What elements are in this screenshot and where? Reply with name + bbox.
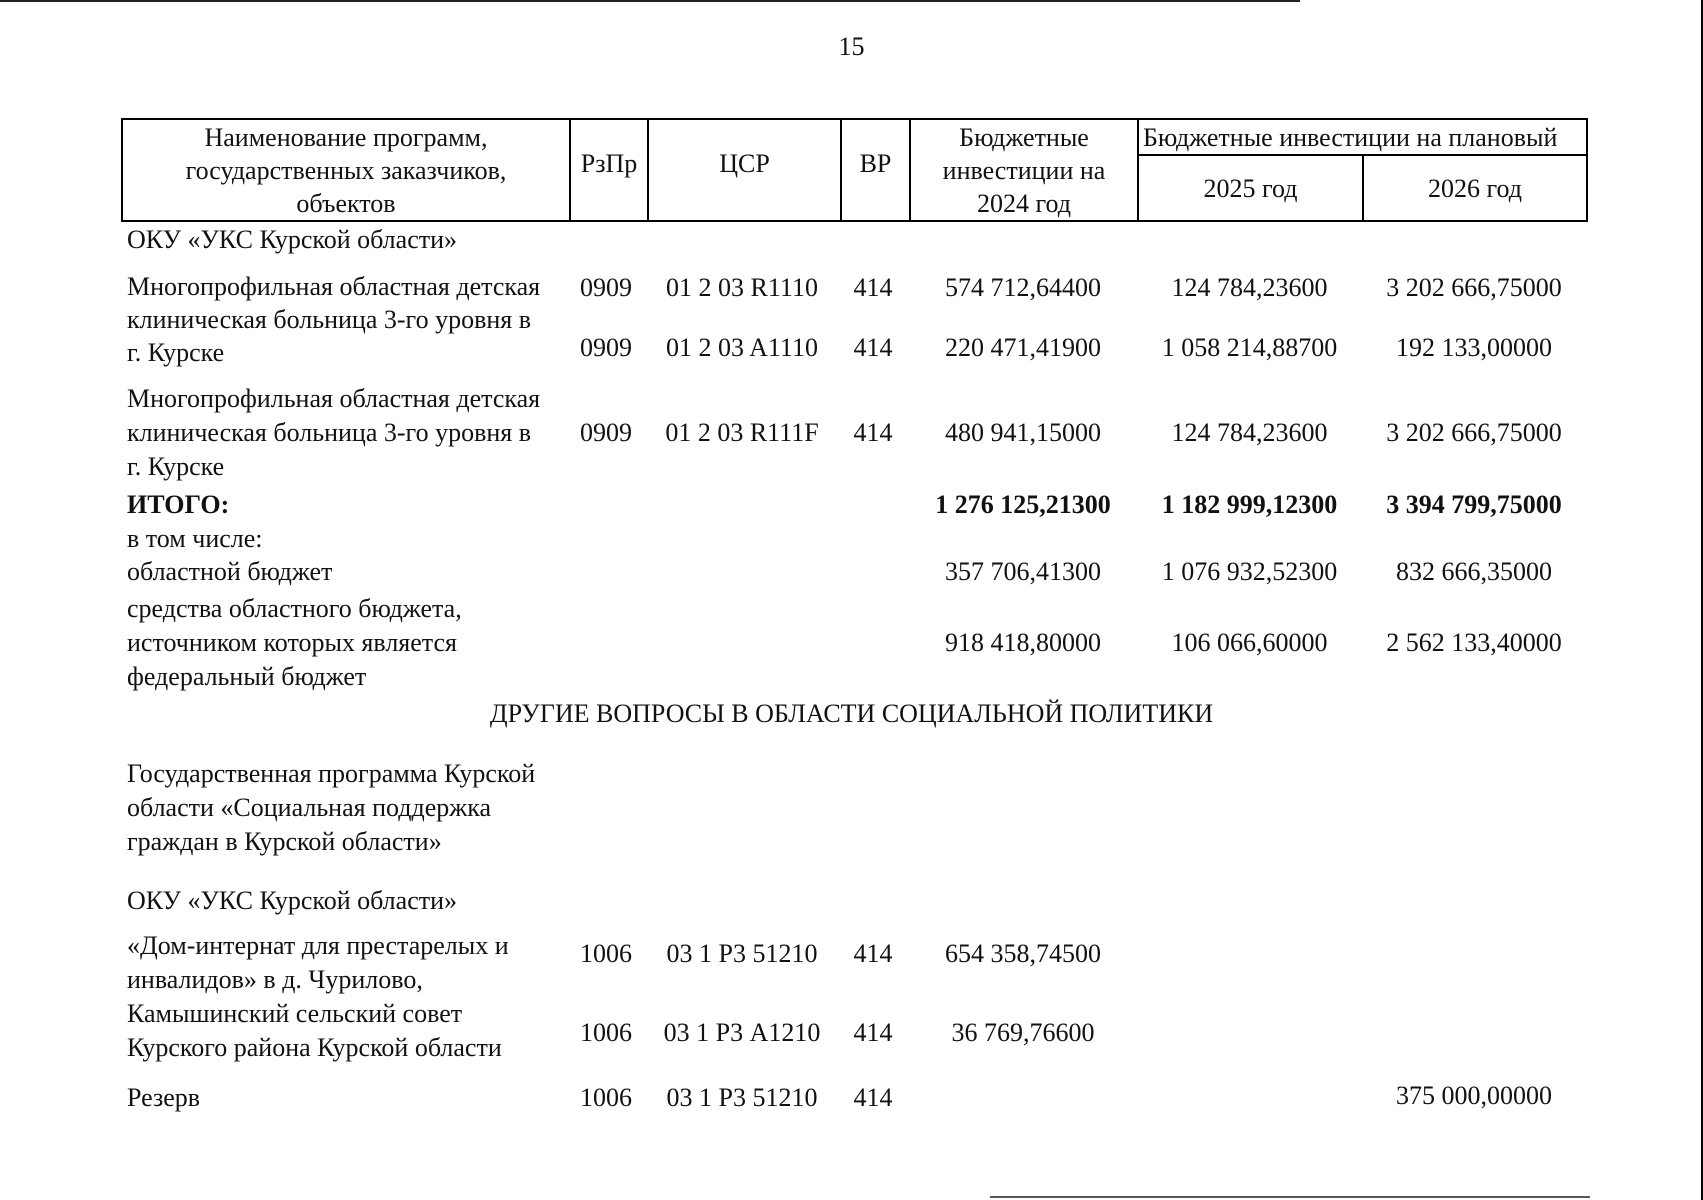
object-name-line: клиническая больница 3-го уровня в [127, 418, 531, 447]
federal-2025: 106 066,60000 [1171, 628, 1328, 657]
cell-2025: 124 784,23600 [1171, 418, 1328, 447]
cell-2024: 654 358,74500 [945, 939, 1101, 968]
object-name-line: Курского района Курской области [127, 1033, 502, 1062]
cell-vr: 414 [853, 273, 893, 302]
cell-rzpr: 1006 [580, 1018, 632, 1047]
program-line: области «Социальная поддержка [127, 793, 491, 822]
scan-bottom-border [990, 1196, 1590, 1198]
object-name-line: Многопрофильная областная детская [127, 272, 541, 301]
total-2025: 1 182 999,12300 [1161, 490, 1338, 519]
cell-2024: 574 712,64400 [945, 273, 1101, 302]
cell-2024: 480 941,15000 [945, 418, 1101, 447]
customer-label: ОКУ «УКС Курской области» [127, 886, 458, 915]
cell-2026: 3 202 666,75000 [1386, 273, 1562, 302]
cell-2025: 1 058 214,88700 [1161, 333, 1338, 362]
cell-csr: 03 1 Р3 51210 [666, 939, 818, 968]
cell-2024: 220 471,41900 [945, 333, 1101, 362]
cell-vr: 414 [853, 1018, 893, 1047]
program-line: Государственная программа Курской [127, 759, 536, 788]
regional-2025: 1 076 932,52300 [1161, 557, 1338, 586]
header-name-line: государственных заказчиков, [185, 155, 507, 185]
object-name-line: инвалидов» в д. Чурилово, [127, 965, 423, 994]
federal-2026: 2 562 133,40000 [1386, 628, 1562, 657]
header-inv2024-line: Бюджетные [959, 122, 1089, 152]
header-name-col [123, 120, 569, 220]
cell-rzpr: 0909 [580, 418, 632, 447]
header-inv2024-line: 2024 год [977, 188, 1071, 218]
reserve-label: Резерв [127, 1083, 201, 1112]
federal-label-line: федеральный бюджет [127, 662, 367, 691]
header-name-line: Наименование программ, [204, 122, 488, 152]
header-2026: 2026 год [1428, 173, 1522, 203]
scan-top-border [0, 0, 1300, 2]
cell-vr: 414 [853, 1083, 893, 1112]
object-name-line: клиническая больница 3-го уровня в [127, 305, 531, 334]
customer-label: ОКУ «УКС Курской области» [127, 225, 458, 254]
header-2025: 2025 год [1203, 173, 1298, 203]
cell-rzpr: 1006 [580, 939, 632, 968]
cell-rzpr: 0909 [580, 273, 632, 302]
header-inv2024 [911, 120, 1137, 220]
including-label: в том числе: [127, 524, 263, 553]
object-name-line: Многопрофильная областная детская [127, 384, 541, 413]
federal-label-line: источником которых является [127, 628, 457, 657]
federal-2024: 918 418,80000 [945, 628, 1101, 657]
program-line: граждан в Курской области» [127, 827, 442, 856]
header-inv2024-line: инвестиции на [942, 155, 1106, 185]
cell-csr: 01 2 03 R1110 [666, 273, 818, 302]
object-name-line: г. Курске [127, 338, 225, 367]
total-label: ИТОГО: [127, 490, 230, 519]
cell-rzpr: 0909 [580, 333, 632, 362]
regional-label: областной бюджет [127, 557, 333, 586]
cell-vr: 414 [853, 939, 893, 968]
header-rzpr: РзПр [580, 148, 638, 178]
header-csr: ЦСР [719, 148, 770, 178]
cell-2024: 36 769,76600 [951, 1018, 1095, 1047]
cell-rzpr: 1006 [580, 1083, 632, 1112]
total-2026: 3 394 799,75000 [1386, 490, 1562, 519]
cell-csr: 01 2 03 A1110 [666, 333, 818, 362]
cell-csr: 01 2 03 R111F [665, 418, 819, 447]
cell-csr: 03 1 Р3 51210 [666, 1083, 818, 1112]
cell-vr: 414 [853, 418, 893, 447]
object-name-line: Камышинский сельский совет [127, 999, 463, 1028]
total-2024: 1 276 125,21300 [935, 490, 1111, 519]
page-number: 15 [838, 32, 865, 61]
cell-csr: 03 1 Р3 А1210 [663, 1018, 821, 1047]
table-header [121, 118, 1588, 222]
header-vr: ВР [859, 148, 892, 178]
header-planned: Бюджетные инвестиции на плановый [1143, 122, 1558, 152]
object-name-line: г. Курске [127, 452, 225, 481]
cell-2026: 192 133,00000 [1396, 333, 1552, 362]
cell-vr: 414 [853, 333, 893, 362]
regional-2026: 832 666,35000 [1396, 557, 1552, 586]
federal-label-line: средства областного бюджета, [127, 594, 462, 623]
cell-2026: 375 000,00000 [1396, 1081, 1552, 1110]
header-name-line: объектов [296, 188, 396, 218]
section-heading: ДРУГИЕ ВОПРОСЫ В ОБЛАСТИ СОЦИАЛЬНОЙ ПОЛИТИКИ [489, 699, 1214, 728]
cell-2026: 3 202 666,75000 [1386, 418, 1562, 447]
cell-2025: 124 784,23600 [1171, 273, 1328, 302]
regional-2024: 357 706,41300 [945, 557, 1101, 586]
object-name-line: «Дом-интернат для престарелых и [127, 931, 509, 960]
